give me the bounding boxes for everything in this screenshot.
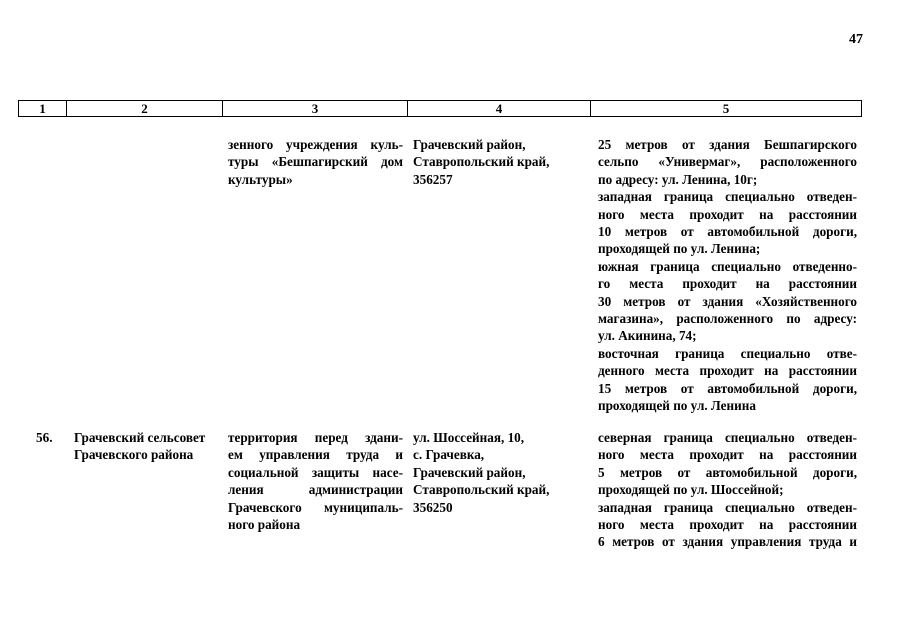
- text-line: туры «Бешпагирский дом: [228, 154, 403, 170]
- row-56-col-1: [36, 429, 66, 446]
- header-col-5: 5: [722, 101, 730, 116]
- text-line: 5 метров от автомобильной дороги,: [598, 464, 857, 480]
- text-line: южная граница специально отведенно-: [598, 258, 857, 274]
- text-line: проходящей по ул. Ленина;: [598, 241, 761, 257]
- text-line: Ставропольский край,: [413, 482, 550, 498]
- text-line: восточная граница специально отве-: [598, 345, 857, 361]
- text-line: ления администрации: [228, 482, 403, 498]
- text-line: Грачевский район,: [413, 137, 526, 152]
- text-line: Ставропольский край,: [413, 154, 550, 170]
- text-line: денного места проходит на расстоянии: [598, 363, 857, 379]
- text-line: 30 метров от здания «Хозяйственного: [598, 293, 857, 309]
- text-line: по адресу: ул. Ленина, 10г;: [598, 171, 758, 187]
- table-header-row: [18, 100, 862, 117]
- header-col-3: 3: [223, 101, 408, 116]
- text-line: 356257: [413, 171, 453, 187]
- text-line: ного места проходит на расстоянии: [598, 517, 857, 533]
- text-line: территория перед здани-: [228, 430, 403, 445]
- text-line: с. Грачевка,: [413, 447, 485, 463]
- text-line: ул. Акинина, 74;: [598, 328, 697, 344]
- text-line: ного места проходит на расстоянии: [598, 206, 857, 222]
- text-line: ем управления труда и: [228, 447, 403, 463]
- text-line: Грачевский сельсовет: [74, 430, 206, 445]
- text-line: зенного учреждения куль-: [228, 137, 403, 152]
- text-line: ул. Шоссейная, 10,: [413, 430, 525, 445]
- text-line: 25 метров от здания Бешпагирского: [598, 137, 857, 152]
- row-56-col-5: [598, 429, 857, 551]
- text-line: северная граница специально отведен-: [598, 430, 857, 445]
- text-line: Грачевского муниципаль-: [228, 499, 403, 515]
- row-1-col-5: [598, 136, 857, 415]
- text-line: ного района: [228, 517, 301, 533]
- row-56-col-2: [74, 429, 224, 464]
- row-1-col-4: [413, 136, 583, 188]
- page-number: 47: [849, 32, 863, 47]
- text-line: ного места проходит на расстоянии: [598, 447, 857, 463]
- row-56-col-3: [228, 429, 403, 533]
- row-56-col-4: [413, 429, 583, 516]
- text-line: проходящей по ул. Ленина: [598, 398, 756, 414]
- text-line: культуры»: [228, 171, 293, 187]
- text-line: 15 метров от автомобильной дороги,: [598, 380, 857, 396]
- text-line: сельпо «Универмаг», расположенного: [598, 154, 857, 170]
- text-line: 356250: [413, 499, 453, 515]
- text-line: западная граница специально отведен-: [598, 499, 857, 515]
- text-line: социальной защиты насе-: [228, 464, 403, 480]
- header-col-1: 1: [19, 101, 67, 116]
- header-col-4: 4: [408, 101, 591, 116]
- text-line: магазина», расположенного по адресу:: [598, 311, 857, 327]
- text-line: 10 метров от автомобильной дороги,: [598, 224, 857, 240]
- text-line: го места проходит на расстоянии: [598, 276, 857, 292]
- text-line: Грачевского района: [74, 447, 194, 463]
- text-line: 6 метров от здания управления труда и: [598, 534, 857, 550]
- text-line: западная граница специально отведен-: [598, 189, 857, 205]
- header-col-2: 2: [67, 101, 223, 116]
- row-number: 56.: [36, 430, 53, 445]
- text-line: проходящей по ул. Шоссейной;: [598, 482, 784, 498]
- text-line: Грачевский район,: [413, 464, 526, 480]
- row-1-col-3: [228, 136, 403, 188]
